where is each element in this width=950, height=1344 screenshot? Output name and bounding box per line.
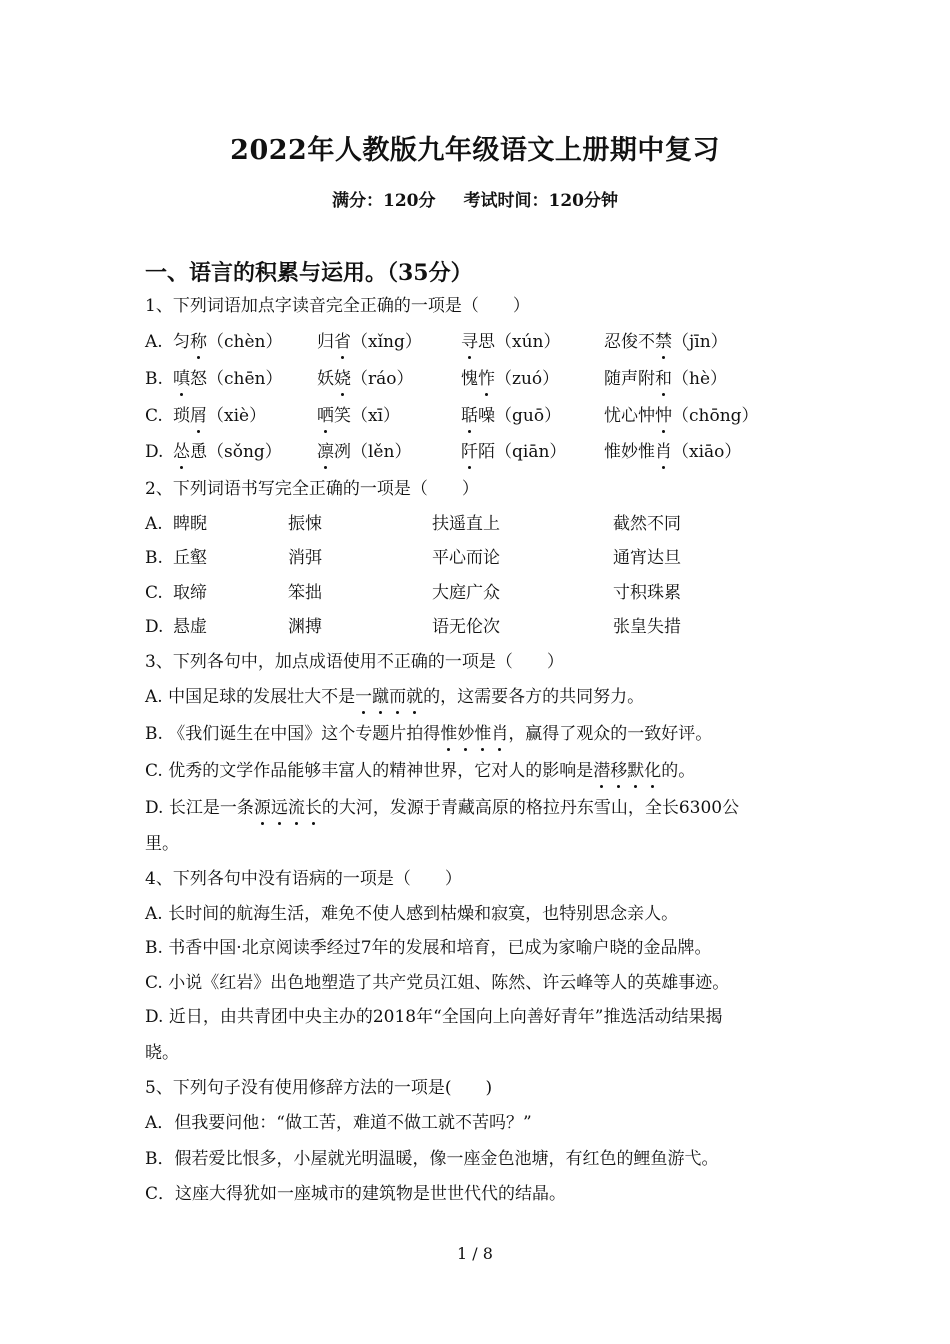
q5-stem: 5、下列句子没有使用修辞方法的一项是( ) bbox=[145, 1078, 493, 1098]
q5-option-b: B．假若爱比恨多，小屋就光明温暖，像一座金色池塘，有红色的鲤鱼游弋。 bbox=[145, 1149, 719, 1169]
q5-option-c: C．这座大得犹如一座城市的建筑物是世世代代的结晶。 bbox=[145, 1184, 567, 1204]
option-label: A. bbox=[145, 332, 163, 352]
q4-option-a: A. 长时间的航海生活，难免不使人感到枯燥和寂寞，也特别思念亲人。 bbox=[145, 904, 679, 924]
word-item: 渊搏 bbox=[288, 617, 322, 637]
word-item: 妖娆（ráo） bbox=[317, 369, 414, 389]
q1-option-c bbox=[145, 404, 805, 428]
q4-option-d: D. 近日，由共青团中央主办的2018年“全国向上向善好青年”推选活动结果揭 bbox=[145, 1007, 723, 1027]
word-item: 截然不同 bbox=[613, 514, 681, 534]
q4-option-b: B. 书香中国·北京阅读季经过7年的发展和培育，已成为家喻户晓的金品牌。 bbox=[145, 938, 712, 958]
q3-option-d: D. 长江是一条源远流长的大河，发源于青藏高原的格拉丹东雪山，全长6300公 bbox=[145, 798, 740, 818]
dotted-idiom: 潜移默化 bbox=[593, 761, 662, 781]
word-item: 取缔 bbox=[173, 583, 207, 603]
word-item: 匀称（chèn） bbox=[173, 332, 283, 352]
word-item: 随声附和（hè） bbox=[604, 369, 728, 389]
q4-option-d-cont: 晓。 bbox=[145, 1043, 179, 1063]
page-title: 2022年人教版九年级语文上册期中复习 bbox=[230, 135, 720, 166]
word-item: 凛冽（lěn） bbox=[317, 442, 412, 462]
word-item: 聒噪（guō） bbox=[461, 406, 562, 426]
word-item: 寻思（xún） bbox=[461, 332, 561, 352]
option-label: C. bbox=[145, 583, 163, 603]
word-item: 消弭 bbox=[288, 548, 322, 568]
word-item: 悬虚 bbox=[173, 617, 207, 637]
q1-option-a bbox=[145, 330, 805, 354]
word-item: 愧怍（zuó） bbox=[461, 369, 560, 389]
word-item: 语无伦次 bbox=[432, 617, 500, 637]
dotted-idiom: 一蹴而就 bbox=[355, 687, 424, 707]
q5-option-a: A．但我要问他：“做工苦，难道不做工就不苦吗？” bbox=[145, 1113, 532, 1133]
option-label: D. bbox=[145, 617, 164, 637]
q2-option-a bbox=[145, 512, 805, 536]
word-item: 琐屑（xiè） bbox=[173, 406, 267, 426]
q1-stem: 1、下列词语加点字读音完全正确的一项是（ ） bbox=[145, 296, 530, 316]
word-item: 寸积珠累 bbox=[613, 583, 681, 603]
word-item: 阡陌（qiān） bbox=[461, 442, 567, 462]
word-item: 忍俊不禁（jīn） bbox=[604, 332, 728, 352]
q3-stem: 3、下列各句中，加点成语使用不正确的一项是（ ） bbox=[145, 652, 564, 672]
word-item: 丘壑 bbox=[173, 548, 207, 568]
word-item: 归省（xǐng） bbox=[317, 332, 422, 352]
option-label: A. bbox=[145, 514, 163, 534]
full-score: 满分：120分 bbox=[332, 191, 436, 211]
word-item: 通宵达旦 bbox=[613, 548, 681, 568]
page-number: 1 / 8 bbox=[457, 1244, 493, 1263]
option-label: D. bbox=[145, 442, 164, 462]
word-item: 嗔怒（chēn） bbox=[173, 369, 283, 389]
word-item: 张皇失措 bbox=[613, 617, 681, 637]
q2-option-d bbox=[145, 615, 805, 639]
q3-option-b: B. 《我们诞生在中国》这个专题片拍得惟妙惟肖，赢得了观众的一致好评。 bbox=[145, 724, 713, 744]
q1-option-b bbox=[145, 367, 805, 391]
q3-option-d-cont: 里。 bbox=[145, 834, 179, 854]
word-item: 扶遥直上 bbox=[432, 514, 500, 534]
option-label: B. bbox=[145, 548, 163, 568]
q1-option-d bbox=[145, 440, 805, 464]
q4-option-c: C. 小说《红岩》出色地塑造了共产党员江姐、陈然、许云峰等人的英雄事迹。 bbox=[145, 973, 730, 993]
q3-option-c: C. 优秀的文学作品能够丰富人的精神世界，它对人的影响是潜移默化的。 bbox=[145, 761, 696, 781]
q2-option-b bbox=[145, 546, 805, 570]
word-item: 睥睨 bbox=[173, 514, 207, 534]
q2-option-c bbox=[145, 581, 805, 605]
word-item: 忧心忡忡（chōng） bbox=[604, 406, 759, 426]
exam-time: 考试时间：120分钟 bbox=[463, 191, 618, 211]
q3-option-a: A. 中国足球的发展壮大不是一蹴而就的，这需要各方的共同努力。 bbox=[145, 687, 645, 707]
q4-stem: 4、下列各句中没有语病的一项是（ ） bbox=[145, 869, 462, 889]
word-item: 大庭广众 bbox=[432, 583, 500, 603]
option-label: B. bbox=[145, 369, 163, 389]
word-item: 惟妙惟肖（xiāo） bbox=[604, 442, 742, 462]
option-label: C. bbox=[145, 406, 163, 426]
section-heading: 一、语言的积累与运用。（35分） bbox=[145, 260, 473, 286]
word-item: 怂恿（sǒng） bbox=[173, 442, 282, 462]
exam-meta bbox=[0, 186, 950, 211]
word-item: 笨拙 bbox=[288, 583, 322, 603]
word-item: 哂笑（xī） bbox=[317, 406, 401, 426]
word-item: 振悚 bbox=[288, 514, 322, 534]
dotted-idiom: 源远流长 bbox=[253, 798, 322, 818]
word-item: 平心而论 bbox=[432, 548, 500, 568]
q2-stem: 2、下列词语书写完全正确的一项是（ ） bbox=[145, 479, 479, 499]
dotted-idiom: 惟妙惟肖 bbox=[440, 724, 509, 744]
